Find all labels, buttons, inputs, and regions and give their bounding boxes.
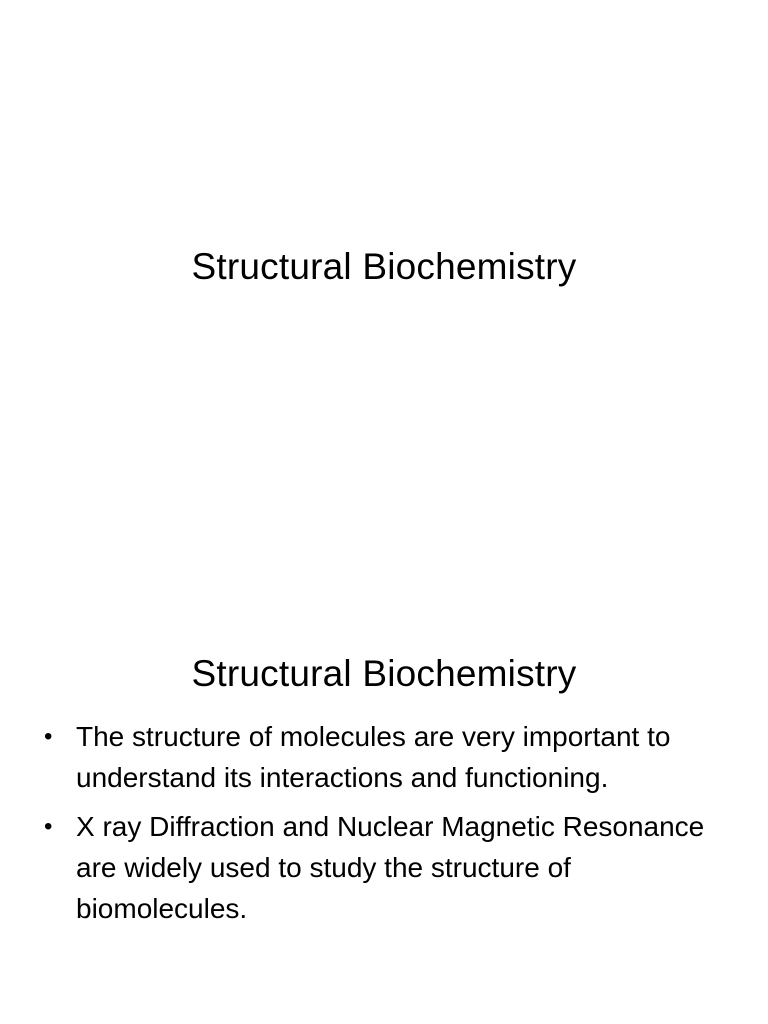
bullet-dot-icon: • xyxy=(44,723,53,750)
slide-title-only xyxy=(0,0,768,408)
bullet-text: X ray Diffraction and Nuclear Magnetic Resonance are widely used to study the structure of biomolecules. xyxy=(76,811,705,924)
bullet-item xyxy=(44,716,734,798)
bullet-list xyxy=(44,716,734,937)
slide-2-title: Structural Biochemistry xyxy=(191,652,577,694)
bullet-dot-icon: • xyxy=(44,813,53,840)
bullet-text: The structure of molecules are very important to understand its interactions and functioning. xyxy=(76,721,671,793)
slide-1-title: Structural Biochemistry xyxy=(191,245,577,287)
bullet-item xyxy=(44,806,734,929)
slide-with-bullets xyxy=(0,408,768,1024)
